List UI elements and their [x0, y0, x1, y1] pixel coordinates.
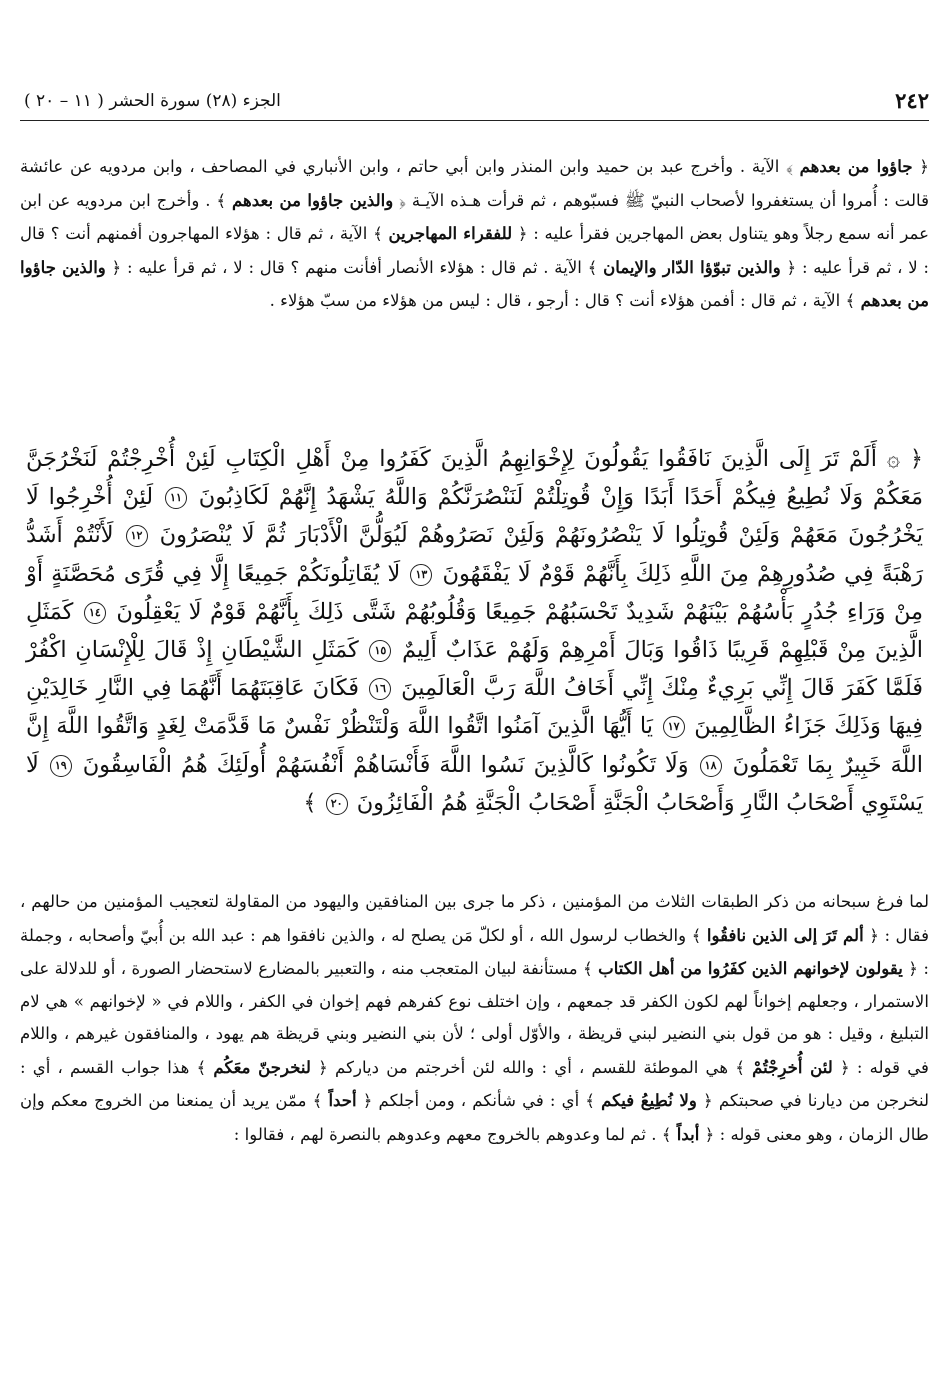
verse-number-12: ١٢ [126, 525, 148, 547]
verse-14: لَا يُقَاتِلُونَكُمْ جَمِيعًا إِلَّا فِي قُرًى مُحَصَّنَةٍ أَوْ مِنْ وَرَاءِ جُدُرٍ بَأْسُهُمْ بَيْنَهُمْ شَدِيدٌ تَحْسَبُهُمْ جَمِيعًا وَقُلُوبُهُمْ شَتَّى ذَلِكَ بِأَنَّهُمْ قَوْمٌ لَا يَعْقِلُونَ [26, 560, 924, 625]
text-run: ﴾ والخطاب لرسول الله ، أو لكلّ مَن يصلح له ، والذين نافقوا هم : عبد الله بن أُبيّ وأصحابه ، وجملة : ﴿ [20, 925, 929, 978]
verse-number-19: ١٩ [50, 755, 72, 777]
text-run: ﴾ . ثم لما وعدوهم بالخروج معهم وعدوهم بالنصرة لهم ، فقالوا : [233, 1124, 677, 1144]
verse-17: فَكَانَ عَاقِبَتَهُمَا أَنَّهُمَا فِي النَّارِ خَالِدَيْنِ فِيهَا وَذَلِكَ جَزَاءُ الظَّالِمِينَ [26, 675, 924, 740]
text-run: ﴾ أي : في شأنكم ، ومن أجلكم ﴿ [356, 1091, 602, 1110]
text-run: ﴾ ممّن يريد أن يمنعنا من الخروج معكم وإن طال الزمان ، وهو معنى قوله : ﴿ [20, 1091, 929, 1144]
quoted-verse: ألم تَرَ إلى الذين نافقُوا [706, 924, 864, 945]
commentary-paragraph [20, 886, 929, 1151]
verse-20: لَا يَسْتَوِي أَصْحَابُ النَّارِ وَأَصْحَابُ الْجَنَّةِ أَصْحَابُ الْجَنَّةِ هُمُ الْفَائِزُونَ [26, 751, 923, 816]
text-run: ﴾ الآية . وأخرج عبد بن حميد وابن المنذر وابن أبي حاتم ، وابن الأنباري في المصاحف ، وابن مردويه عن عائشة قالت : أُمروا أن يستغفروا لأصحاب النبيّ ﷺ فسبّوهم ، ثم قرأت هـذه الآيـة ﴿ [20, 157, 929, 210]
text-run: ﴾ هذا جواب القسم ، أي : لنخرجن من ديارنا في صحبتكم ﴿ [20, 1057, 930, 1110]
quoted-verse: ولا نُطِيعُ فيكم [601, 1090, 697, 1110]
verse-number-11: ١١ [165, 487, 187, 509]
verse-16: كَمَثَلِ الشَّيْطَانِ إِذْ قَالَ لِلْإِنْسَانِ اكْفُرْ فَلَمَّا كَفَرَ قَالَ إِنِّي بَرِيءٌ مِنْكَ إِنِّي أَخَافُ اللَّهَ رَبَّ الْعَالَمِينَ [26, 637, 923, 702]
intro-paragraph [20, 150, 929, 318]
page-header [20, 88, 929, 121]
verse-close-bracket: ﴾ [303, 789, 324, 816]
quran-verses-block [26, 440, 923, 822]
quoted-verse: يقولون لإخوانهم الذين كفَرُوا من أهل الكتاب [598, 958, 903, 978]
page-number: ٢٤٢ [895, 88, 929, 113]
quoted-verse: للفقراء المهاجرين [388, 223, 513, 243]
running-title: الجزء (٢٨) سورة الحشر ( ١١ – ٢٠ ) [24, 91, 281, 111]
verse-open-bracket: ﴿ ۞ [876, 446, 923, 472]
quoted-verse: والذين تبوّؤا الدّار والإيمان [603, 256, 781, 277]
verse-number-20: ٢٠ [326, 793, 348, 815]
text-run: ﴾ الآية . ثم قال : هؤلاء الأنصار أفأنت منهم ؟ قال : لا ، ثم قرأ عليه : ﴿ [105, 257, 604, 277]
quoted-verse: أبداً [676, 1123, 700, 1144]
text-run: ﴾ الآية ، ثم قال : هؤلاء المهاجرون أفمنهم أنت ؟ قال : لا ، ثم قرأ عليه : ﴿ [20, 224, 929, 277]
verse-11: أَلَمْ تَرَ إِلَى الَّذِينَ نَافَقُوا يَقُولُونَ لِإِخْوَانِهِمُ الَّذِينَ كَفَرُوا مِنْ أَهْلِ الْكِتَابِ لَئِنْ أُخْرِجْتُمْ لَنَخْرُجَنَّ مَعَكُمْ وَلَا نُطِيعُ فِيكُمْ أَحَدًا أَبَدًا وَإِنْ قُوتِلْتُمْ لَنَنْصُرَنَّكُمْ وَاللَّهُ يَشْهَدُ إِنَّهُمْ لَكَاذِبُونَ [26, 446, 923, 511]
quoted-verse: جاؤوا من بعدهم [799, 156, 913, 176]
text-run: لما فرغ سبحانه من ذكر الطبقات الثلاث من المؤمنين ، ذكر ما جرى بين المنافقين واليهود من المقاولة لتعجيب المؤمنين من حالهم ، فقال : ﴿ [20, 892, 929, 945]
verse-number-17: ١٧ [663, 716, 685, 738]
quoted-verse: والذين جاؤوا من بعدهم [20, 256, 929, 310]
verse-19: وَلَا تَكُونُوا كَالَّذِينَ نَسُوا اللَّهَ فَأَنْسَاهُمْ أَنْفُسَهُمْ أُولَئِكَ هُمُ الْفَاسِقُونَ [82, 751, 689, 778]
quoted-verse: لئن أُخرِجْتُمْ [752, 1056, 833, 1077]
text-run: ﴾ هي الموطئة للقسم ، أي : والله لئن أخرجتم من دياركم ﴿ [311, 1057, 753, 1077]
verse-number-16: ١٦ [369, 678, 391, 700]
text-run: ﴾ الآية ، ثم قال : أفمن هؤلاء أنت ؟ قال : أرجو ، قال : ليس من هؤلاء من سبّ هؤلاء . [269, 291, 861, 310]
quoted-verse: والذين جاؤوا من بعدهم [231, 189, 394, 210]
quoted-verse: لنخرجنّ معَكُم [213, 1056, 311, 1077]
verse-number-13: ١٣ [410, 564, 432, 586]
verse-number-15: ١٥ [369, 640, 391, 662]
text-run: ﴿ [912, 157, 930, 176]
text-run: ﴾ مستأنفة لبيان المتعجب منه ، والتعبير بالمضارع لاستحضار الصورة ، أو للدلالة على الاستمرار ، وجعلهم إخواناً لهم لكون الكفر قد جمعهم ، وإن اختلف نوع كفرهم فهم إخوان في الكفر ، واللام في « لإخوانهم » هي لام التبليغ ، وقيل : هو من قول بني النضير لبني قريظة ، والأوّل أولى ؛ لأن بني النضير وبني قريظة هم يهود ، والمنافقون غيرهم ، واللام في قوله : ﴿ [20, 959, 929, 1077]
quoted-verse: أحداً [328, 1090, 357, 1110]
verse-12: لَئِنْ أُخْرِجُوا لَا يَخْرُجُونَ مَعَهُمْ وَلَئِنْ قُوتِلُوا لَا يَنْصُرُونَهُمْ وَلَئِنْ نَصَرُوهُمْ لَيُوَلُّنَّ الْأَدْبَارَ ثُمَّ لَا يُنْصَرُونَ [26, 484, 924, 549]
verse-18: يَا أَيُّهَا الَّذِينَ آمَنُوا اتَّقُوا اللَّهَ وَلْتَنْظُرْ نَفْسٌ مَا قَدَّمَتْ لِغَدٍ وَاتَّقُوا اللَّهَ إِنَّ اللَّهَ خَبِيرٌ بِمَا تَعْمَلُونَ [26, 713, 924, 778]
verse-15: كَمَثَلِ الَّذِينَ مِنْ قَبْلِهِمْ قَرِيبًا ذَاقُوا وَبَالَ أَمْرِهِمْ وَلَهُمْ عَذَابٌ أَلِيمٌ [26, 598, 923, 664]
verse-number-14: ١٤ [84, 602, 106, 624]
verse-13: لَأَنْتُمْ أَشَدُّ رَهْبَةً فِي صُدُورِهِمْ مِنَ اللَّهِ ذَلِكَ بِأَنَّهُمْ قَوْمٌ لَا يَفْقَهُونَ [26, 522, 924, 587]
text-run: ﴾ . وأخرج ابن مردويه عن ابن عمر أنه سمع رجلاً وهو يتناول بعض المهاجرين فقرأ عليه : ﴿ [20, 190, 929, 243]
verse-number-18: ١٨ [700, 755, 722, 777]
